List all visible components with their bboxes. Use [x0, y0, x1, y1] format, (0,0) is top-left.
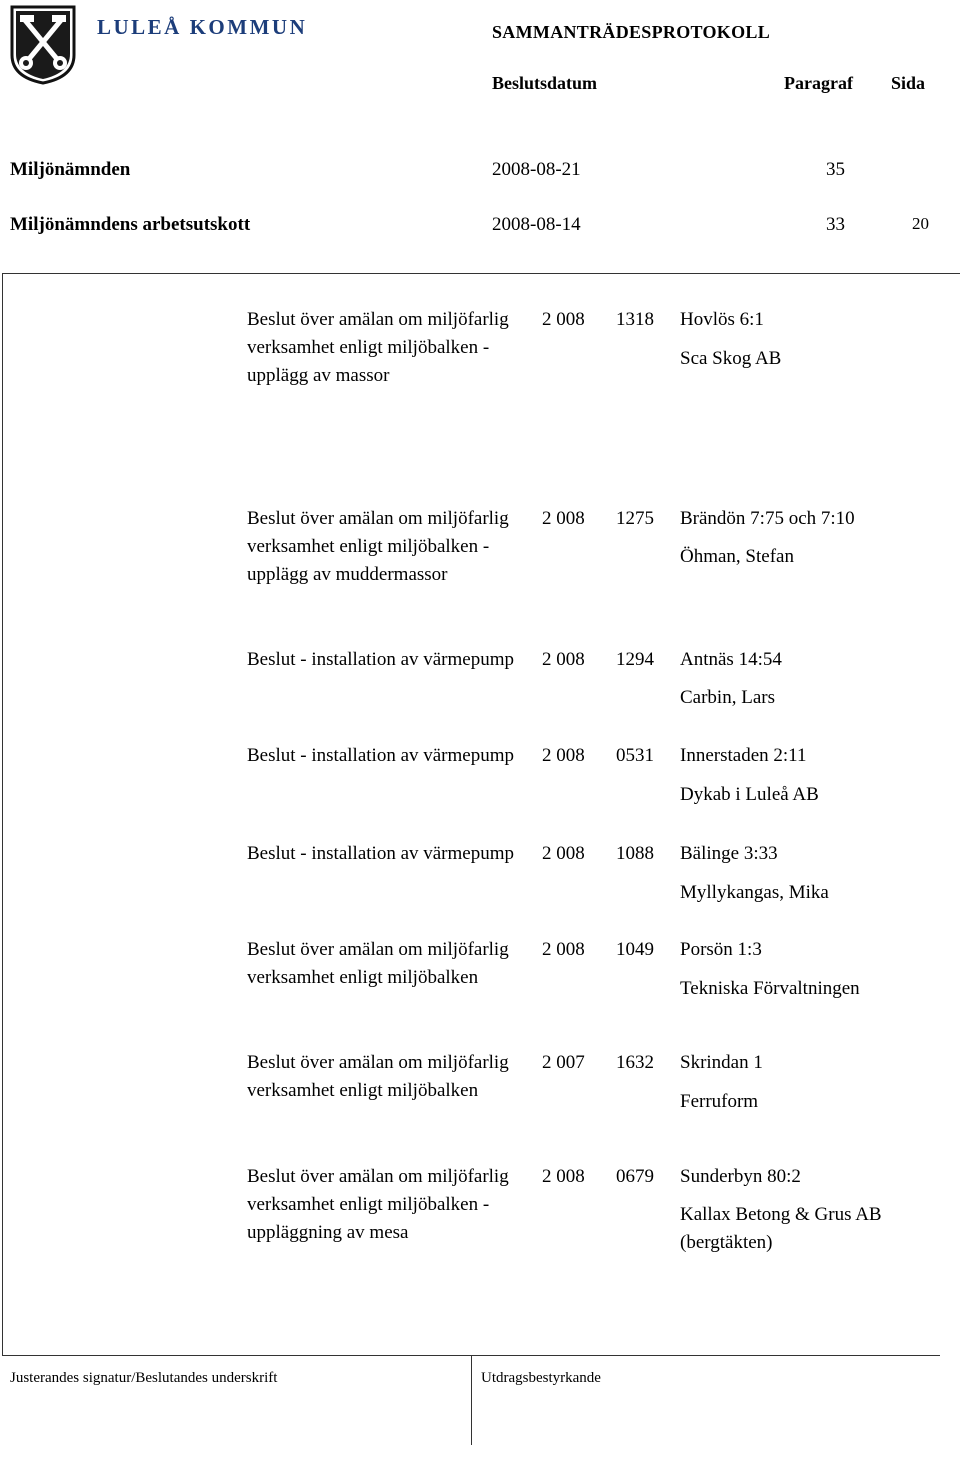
property-designation: Innerstaden 2:11	[680, 745, 807, 766]
footer-column-divider	[471, 1355, 472, 1445]
meeting-paragraph: 35	[826, 159, 845, 180]
meeting-date: 2008-08-21	[492, 159, 581, 180]
case-number: 0531	[616, 745, 654, 766]
case-number: 0679	[616, 1166, 654, 1187]
case-year: 2 008	[542, 745, 585, 766]
party-name: Dykab i Luleå AB	[680, 784, 819, 805]
document-type: SAMMANTRÄDESPROTOKOLL	[492, 22, 770, 42]
column-header-paragraph: Paragraf	[784, 73, 853, 93]
case-year: 2 008	[542, 508, 585, 529]
luleå-coat-of-arms-logo	[8, 3, 78, 85]
party-name: Sca Skog AB	[680, 348, 782, 369]
decision-description: Beslut över amälan om miljöfarlig verksamhet enligt miljöbalken - upplägg av muddermassor	[247, 508, 509, 585]
decision-description: Beslut över amälan om miljöfarlig verksamhet enligt miljöbalken - upplägg av massor	[247, 309, 509, 386]
party-name: Myllykangas, Mika	[680, 882, 829, 903]
case-year: 2 008	[542, 843, 585, 864]
case-number: 1632	[616, 1052, 654, 1073]
property-designation: Brändön 7:75 och 7:10	[680, 508, 855, 529]
case-year: 2 008	[542, 649, 585, 670]
certification-label: Utdragsbestyrkande	[481, 1370, 601, 1386]
organization-name: LULEÅ KOMMUN	[97, 15, 308, 39]
page-number: 20	[912, 214, 929, 233]
meeting-date: 2008-08-14	[492, 214, 581, 235]
case-number: 1049	[616, 939, 654, 960]
party-name: Öhman, Stefan	[680, 546, 794, 567]
party-name: Ferruform	[680, 1091, 759, 1112]
case-number: 1275	[616, 508, 654, 529]
meeting-body: Miljönämndens arbetsutskott	[10, 214, 251, 235]
meeting-body: Miljönämnden	[10, 159, 131, 180]
table-left-border	[2, 273, 3, 1356]
property-designation: Bälinge 3:33	[680, 843, 778, 864]
case-year: 2 008	[542, 309, 585, 330]
property-designation: Antnäs 14:54	[680, 649, 782, 670]
decision-description: Beslut - installation av värmepump	[247, 843, 515, 864]
decision-description: Beslut - installation av värmepump	[247, 745, 515, 766]
case-year: 2 007	[542, 1052, 585, 1073]
case-number: 1318	[616, 309, 654, 330]
property-designation: Sunderbyn 80:2	[680, 1166, 801, 1187]
party-name: Carbin, Lars	[680, 687, 775, 708]
meeting-paragraph: 33	[826, 214, 845, 235]
signature-label: Justerandes signatur/Beslutandes underskrift	[10, 1370, 278, 1386]
table-top-border	[2, 273, 960, 274]
case-number: 1088	[616, 843, 654, 864]
case-year: 2 008	[542, 939, 585, 960]
case-year: 2 008	[542, 1166, 585, 1187]
column-header-date: Beslutsdatum	[492, 73, 598, 93]
decision-description: Beslut över amälan om miljöfarlig verksamhet enligt miljöbalken	[247, 1052, 509, 1101]
property-designation: Hovlös 6:1	[680, 309, 764, 330]
party-name: Tekniska Förvaltningen	[680, 978, 860, 999]
column-header-page: Sida	[891, 73, 926, 93]
property-designation: Skrindan 1	[680, 1052, 763, 1073]
property-designation: Porsön 1:3	[680, 939, 762, 960]
case-number: 1294	[616, 649, 654, 670]
decision-description: Beslut - installation av värmepump	[247, 649, 515, 670]
decision-description: Beslut över amälan om miljöfarlig verksamhet enligt miljöbalken - uppläggning av mesa	[247, 1166, 509, 1243]
party-name: Kallax Betong & Grus AB (bergtäkten)	[680, 1204, 882, 1253]
decision-description: Beslut över amälan om miljöfarlig verksamhet enligt miljöbalken	[247, 939, 509, 988]
